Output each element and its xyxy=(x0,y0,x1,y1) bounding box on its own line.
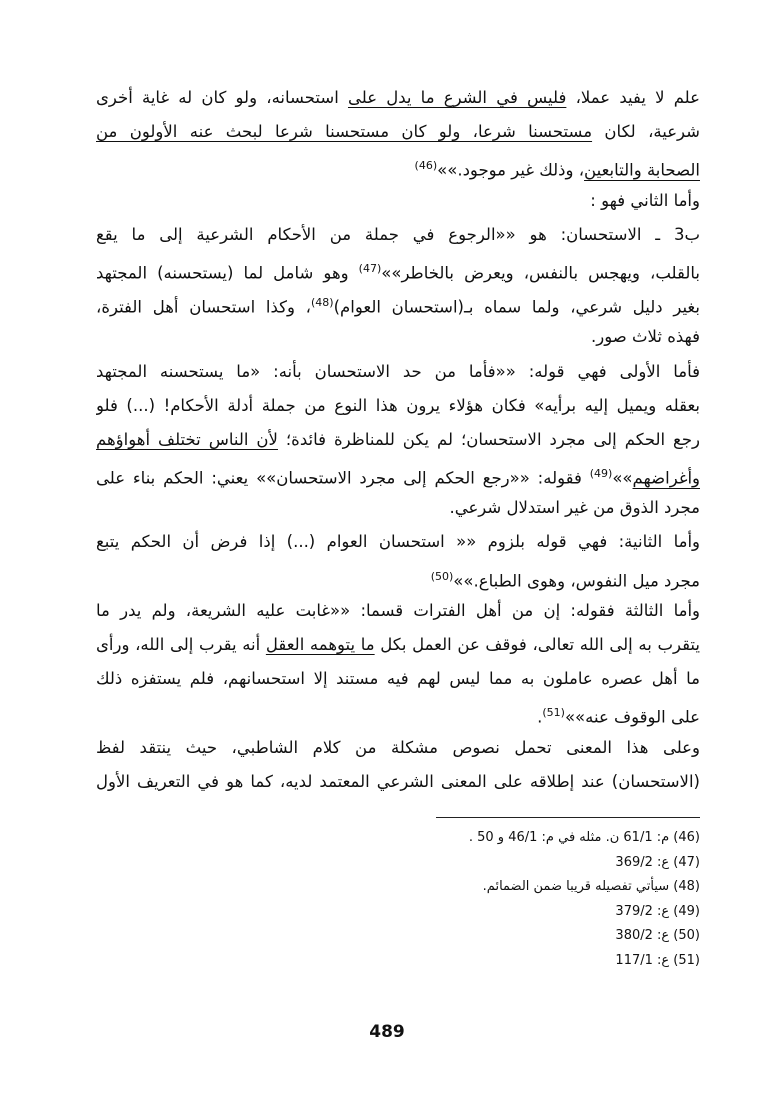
text-run: يتقرب به إلى الله تعالى، فوقف عن العمل بكل xyxy=(374,635,700,654)
text-line xyxy=(96,563,700,597)
underlined-text: فليس في الشرع ما يدل على xyxy=(347,88,567,107)
text-line xyxy=(96,323,700,357)
footnote-item: (48) سيأتي تفصيله قريبا ضمن الضمائم. xyxy=(482,879,700,894)
main-text xyxy=(96,84,700,802)
underlined-text: لأن الناس تختلف أهواؤهم xyxy=(96,429,278,449)
text-line xyxy=(96,494,700,528)
text-line xyxy=(96,631,700,665)
text-run: فأما الأولى فهي قوله: ««فأما من حد الاستحسان بأنه: «ما يستحسنه المجتهد xyxy=(96,361,700,381)
text-run: شرعية، لكان xyxy=(592,122,700,142)
text-line xyxy=(96,699,700,733)
text-run: فقوله: ««رجع الحكم إلى مجرد الاستحسان»» يعني: الحكم بناء على xyxy=(96,468,590,488)
footnote-item: (47) ع: 369/2 xyxy=(615,854,700,870)
footnotes xyxy=(300,826,700,973)
text-run: مجرد ميل النفوس، وهوى الطباع.»» xyxy=(453,571,700,591)
text-run: ما أهل عصره عاملون به مما ليس لهم فيه مستند إلا استحسانهم، فلم يستفزه ذلك xyxy=(96,669,700,689)
text-run: (الاستحسان) عند إطلاقه على المعنى الشرعي المعتمد لديه، كما هو في التعريف الأول xyxy=(96,771,700,791)
text-run: بعقله ويميل إليه برأيه» فكان هؤلاء يرون هذا النوع من جملة أدلة الأحكام! (...) فلو xyxy=(96,395,700,415)
underlined-text: وأغراضهم xyxy=(632,468,700,488)
text-line xyxy=(96,221,700,255)
footnote-item: (51) ع: 117/1 xyxy=(615,952,700,968)
text-run: ، وكذا استحسان أهل الفترة، xyxy=(96,297,311,317)
text-run: استحسانه، ولو كان له غاية أخرى xyxy=(96,88,348,107)
text-run: علم لا يفيد عملا، xyxy=(566,88,700,107)
text-run: وهو شامل لما (يستحسنه) المجتهد xyxy=(96,263,359,283)
footnote-ref: (51) xyxy=(542,706,565,720)
page-number: 489 xyxy=(369,1022,405,1042)
footnote-ref: (49) xyxy=(589,467,613,481)
text-line xyxy=(96,84,700,118)
text-line xyxy=(96,768,700,802)
text-run: وأما الثالثة فقوله: إن من أهل الفترات قسما: ««غابت عليه الشريعة، ولم يدر ما xyxy=(96,600,700,620)
text-run: فهذه ثلاث صور. xyxy=(590,327,700,347)
footnote-ref: (50) xyxy=(430,569,454,583)
footnote-item: (50) ع: 380/2 xyxy=(615,928,700,943)
text-run: ب3 ـ الاستحسان: هو ««الرجوع في جملة من الأحكام الشرعية إلى ما يقع xyxy=(96,224,700,244)
text-line xyxy=(96,118,700,152)
text-line xyxy=(96,734,700,768)
footnote-ref: (46) xyxy=(414,159,438,173)
text-run: بالقلب، ويهجس بالنفس، ويعرض بالخاطر»» xyxy=(381,263,700,283)
footnote-divider xyxy=(436,817,700,818)
text-run: مجرد الذوق من غير استدلال شرعي. xyxy=(449,498,700,518)
text-run: وأما الثاني فهو : xyxy=(590,190,700,210)
footnote-ref: (47) xyxy=(358,261,382,275)
text-line xyxy=(96,426,700,460)
text-line xyxy=(96,152,700,186)
text-run: بغير دليل شرعي، ولما سماه بـ(استحسان العوام) xyxy=(333,297,700,317)
text-line xyxy=(96,358,700,392)
text-line xyxy=(96,187,700,221)
footnote-item: (49) ع: 379/2 xyxy=(615,903,700,919)
underlined-text: ما يتوهمه العقل xyxy=(265,635,375,654)
text-line xyxy=(96,597,700,631)
text-run: »» xyxy=(612,468,633,488)
text-run: ، وذلك غير موجود.»» xyxy=(437,160,585,180)
underlined-text: الصحابة والتابعين xyxy=(584,160,700,180)
footnote-ref: (48) xyxy=(311,296,334,310)
text-line xyxy=(96,255,700,289)
text-run: وعلى هذا المعنى تحمل نصوص مشكلة من كلام الشاطبي، حيث ينتقد لفظ xyxy=(96,737,700,757)
text-run: رجع الحكم إلى مجرد الاستحسان؛ لم يكن للمناظرة فائدة؛ xyxy=(277,429,700,449)
text-run: وأما الثانية: فهي قوله بلزوم «« استحسان العوام (...) إذا فرض أن الحكم يتبع xyxy=(96,532,700,552)
text-line xyxy=(96,392,700,426)
footnote-item: (46) م: 61/1 ن. مثله في م: 46/1 و 50 . xyxy=(468,830,700,845)
text-run: . xyxy=(537,707,543,727)
text-line xyxy=(96,528,700,562)
text-line xyxy=(96,460,700,494)
text-line xyxy=(96,289,700,323)
underlined-text: مستحسنا شرعا، ولو كان مستحسنا شرعا لبحث عنه الأولون من xyxy=(96,122,593,142)
text-line xyxy=(96,665,700,699)
text-run: أنه يقرب إلى الله، ورأى xyxy=(96,635,266,654)
text-run: على الوقوف عنه»» xyxy=(564,707,700,727)
